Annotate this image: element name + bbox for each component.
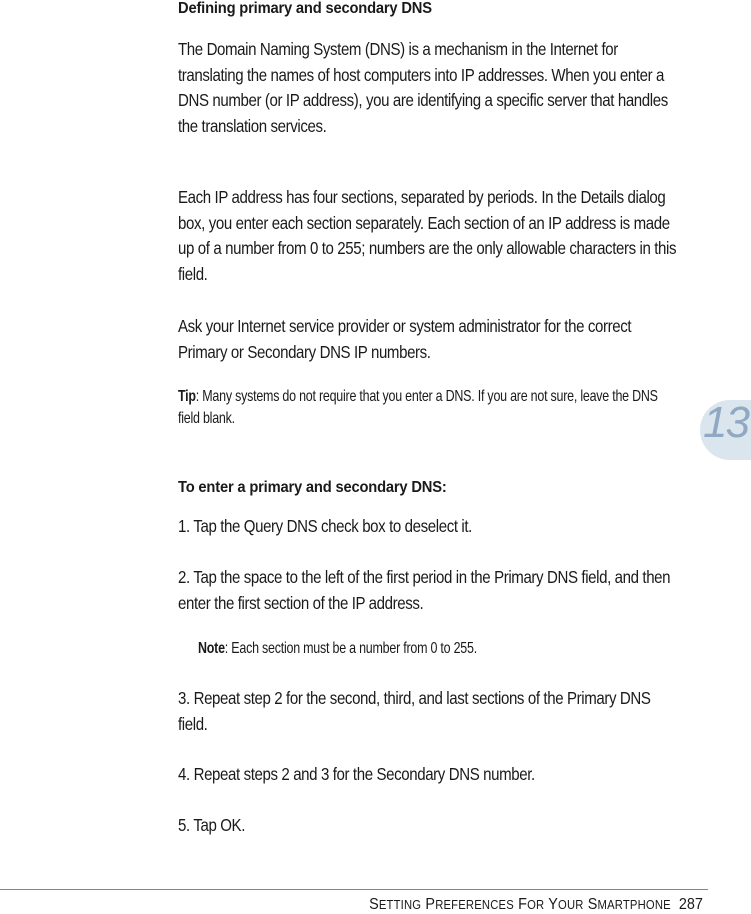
section-heading: Defining primary and secondary DNS: [178, 0, 432, 17]
tip-text: : Many systems do not require that you enter a DNS. If you are not sure, leave the DNS field blank.: [178, 388, 658, 427]
step-text: Tap the space to the left of the first period in the Primary DNS field, and then enter the first section of the IP address.: [178, 567, 671, 613]
step-number: 1.: [178, 516, 190, 536]
step-number: 4.: [178, 764, 190, 784]
step-text: Tap the Query DNS check box to deselect it.: [193, 516, 472, 536]
tip-callout: [178, 386, 662, 430]
note-callout: [198, 638, 697, 660]
tip-label: Tip: [178, 388, 196, 405]
step-text: Repeat step 2 for the second, third, and last sections of the Primary DNS field.: [178, 688, 651, 734]
paragraph-ask-provider: Ask your Internet service provider or system administrator for the correct Primary or Secondary DNS IP numbers.: [178, 316, 632, 362]
procedure-step-5: [178, 813, 677, 839]
footer-rule: [0, 889, 708, 890]
footer-title: SETTING PREFERENCES FOR YOUR SMARTPHONE: [369, 896, 671, 913]
paragraph-ip-sections: Each IP address has four sections, separated by periods. In the Details dialog box, you enter each section separately. Each section of an IP address is made up of a number from 0 to 255; numbers are the only allowable characters in this field.: [178, 187, 677, 284]
note-text: : Each section must be a number from 0 to 255.: [224, 640, 477, 657]
procedure-step-2: [178, 565, 694, 616]
page-number: 287: [678, 896, 703, 913]
paragraph-dns-intro: The Domain Naming System (DNS) is a mechanism in the Internet for translating the names of host computers into IP addresses. When you enter a DNS number (or IP address), you are identifying a specific server that handles the translation services.: [178, 39, 668, 136]
procedure-step-3: [178, 686, 677, 737]
procedure-heading: To enter a primary and secondary DNS:: [178, 479, 447, 496]
step-number: 2.: [178, 567, 190, 587]
step-number: 3.: [178, 688, 190, 708]
chapter-number: 13: [703, 398, 748, 447]
step-text: Repeat steps 2 and 3 for the Secondary DNS number.: [193, 764, 535, 784]
procedure-step-4: [178, 762, 677, 788]
footer: [369, 896, 703, 914]
note-label: Note: [198, 640, 225, 657]
step-number: 5.: [178, 815, 190, 835]
step-text: Tap OK.: [193, 815, 245, 835]
procedure-step-1: [178, 514, 677, 540]
